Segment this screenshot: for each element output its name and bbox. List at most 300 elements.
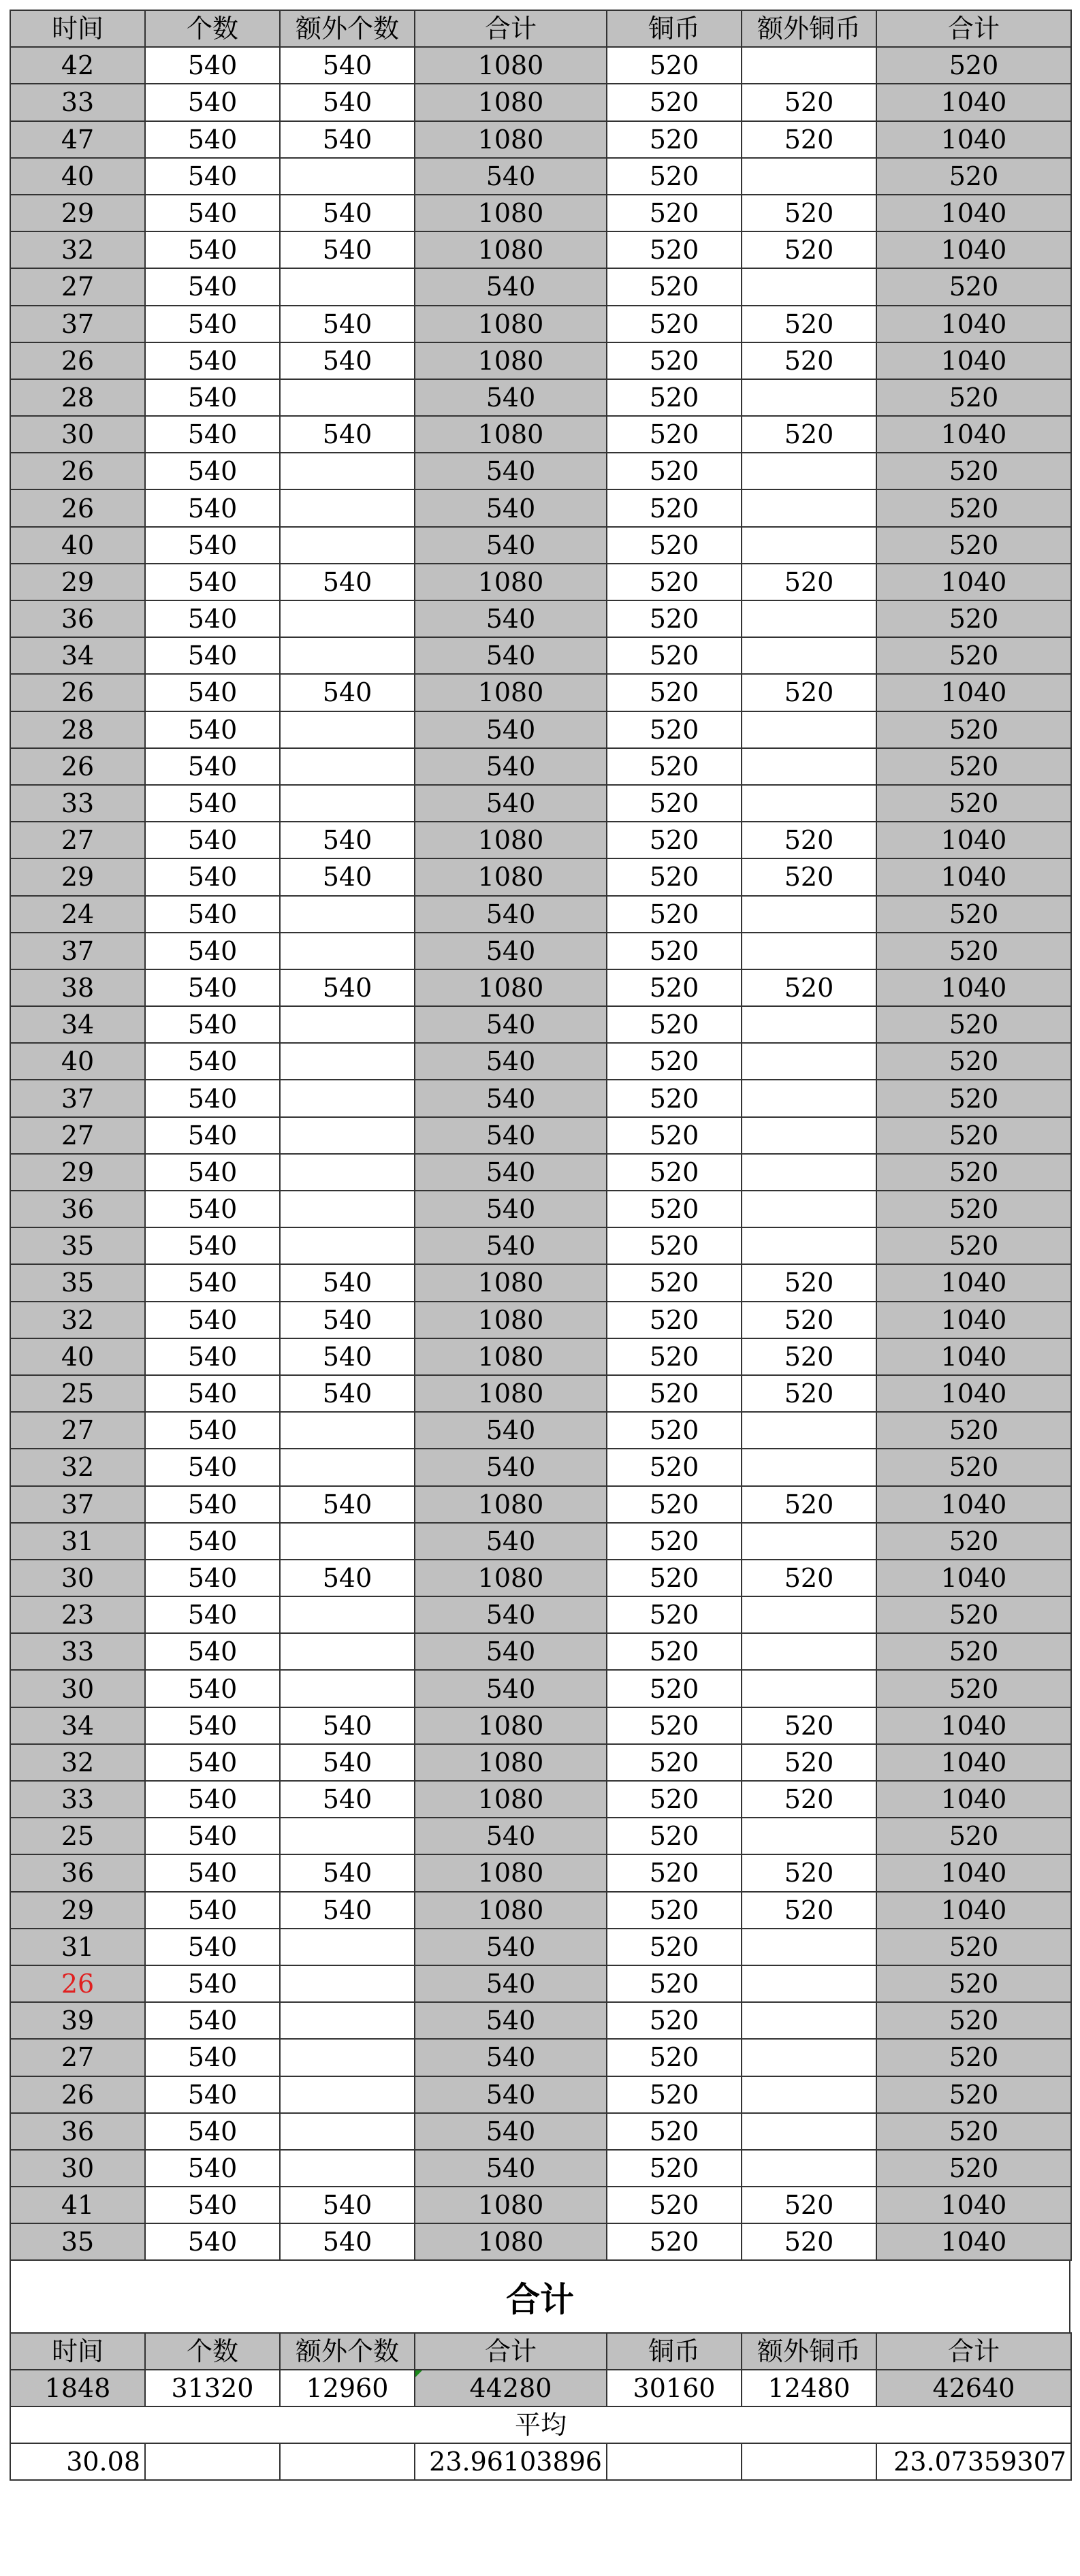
count-total-cell[interactable]: 540 — [415, 379, 607, 416]
coins-cell[interactable]: 520 — [607, 1486, 742, 1523]
count-total-cell[interactable]: 540 — [415, 527, 607, 564]
extra-coins-cell[interactable] — [742, 1670, 876, 1707]
count-cell[interactable]: 540 — [145, 2113, 280, 2150]
extra-coins-cell[interactable] — [742, 47, 876, 84]
count-cell[interactable]: 540 — [145, 2039, 280, 2076]
extra-count-cell[interactable]: 540 — [280, 1707, 415, 1744]
coins-cell[interactable]: 520 — [607, 2187, 742, 2223]
header-count[interactable]: 个数 — [145, 10, 280, 47]
count-total-cell[interactable]: 540 — [415, 1449, 607, 1485]
coins-total-cell[interactable]: 1040 — [876, 1302, 1071, 1338]
time-cell[interactable]: 29 — [10, 1892, 145, 1929]
time-cell[interactable]: 32 — [10, 1744, 145, 1781]
total-extra-count[interactable]: 12960 — [280, 2370, 415, 2406]
extra-coins-cell[interactable] — [742, 711, 876, 748]
count-cell[interactable]: 540 — [145, 195, 280, 231]
coins-total-cell[interactable]: 520 — [876, 1191, 1071, 1227]
count-cell[interactable]: 540 — [145, 1227, 280, 1264]
coins-cell[interactable]: 520 — [607, 969, 742, 1006]
coins-total-cell[interactable]: 1040 — [876, 822, 1071, 858]
extra-coins-cell[interactable]: 520 — [742, 1892, 876, 1929]
time-cell[interactable]: 26 — [10, 342, 145, 379]
time-cell[interactable]: 47 — [10, 121, 145, 158]
extra-coins-cell[interactable]: 520 — [742, 84, 876, 120]
extra-count-cell[interactable]: 540 — [280, 1264, 415, 1301]
time-cell[interactable]: 27 — [10, 822, 145, 858]
count-cell[interactable]: 540 — [145, 1818, 280, 1854]
extra-count-cell[interactable]: 540 — [280, 674, 415, 711]
count-total-cell[interactable]: 540 — [415, 1080, 607, 1116]
count-total-cell[interactable]: 1080 — [415, 1781, 607, 1818]
extra-coins-cell[interactable] — [742, 748, 876, 785]
extra-count-cell[interactable] — [280, 1449, 415, 1485]
coins-total-cell[interactable]: 1040 — [876, 121, 1071, 158]
count-cell[interactable]: 540 — [145, 158, 280, 195]
count-cell[interactable]: 540 — [145, 1154, 280, 1191]
count-total-cell[interactable]: 540 — [415, 1818, 607, 1854]
extra-coins-cell[interactable] — [742, 1449, 876, 1485]
extra-coins-cell[interactable] — [742, 933, 876, 969]
extra-coins-cell[interactable] — [742, 2039, 876, 2076]
coins-total-cell[interactable]: 520 — [876, 2150, 1071, 2187]
coins-cell[interactable]: 520 — [607, 2113, 742, 2150]
extra-count-cell[interactable] — [280, 379, 415, 416]
time-cell[interactable]: 27 — [10, 1412, 145, 1449]
extra-count-cell[interactable]: 540 — [280, 1560, 415, 1596]
coins-cell[interactable]: 520 — [607, 268, 742, 305]
coins-total-cell[interactable]: 520 — [876, 379, 1071, 416]
count-cell[interactable]: 540 — [145, 1412, 280, 1449]
coins-total-cell[interactable]: 1040 — [876, 1781, 1071, 1818]
time-cell[interactable]: 42 — [10, 47, 145, 84]
extra-count-cell[interactable] — [280, 933, 415, 969]
coins-total-cell[interactable]: 520 — [876, 489, 1071, 526]
extra-count-cell[interactable] — [280, 1670, 415, 1707]
count-cell[interactable]: 540 — [145, 637, 280, 674]
coins-cell[interactable]: 520 — [607, 1264, 742, 1301]
extra-count-cell[interactable]: 540 — [280, 1744, 415, 1781]
coins-total-cell[interactable]: 520 — [876, 785, 1071, 822]
coins-total-cell[interactable]: 520 — [876, 1965, 1071, 2002]
count-total-cell[interactable]: 540 — [415, 2002, 607, 2039]
extra-coins-cell[interactable] — [742, 453, 876, 489]
extra-coins-cell[interactable] — [742, 1080, 876, 1116]
coins-cell[interactable]: 520 — [607, 47, 742, 84]
count-total-cell[interactable]: 540 — [415, 711, 607, 748]
extra-count-cell[interactable] — [280, 1154, 415, 1191]
coins-total-cell[interactable]: 520 — [876, 2113, 1071, 2150]
count-cell[interactable]: 540 — [145, 1929, 280, 1965]
average-extra-count[interactable] — [280, 2443, 415, 2480]
header-extra-count[interactable]: 额外个数 — [280, 10, 415, 47]
coins-total-cell[interactable]: 520 — [876, 1080, 1071, 1116]
count-total-cell[interactable]: 540 — [415, 2150, 607, 2187]
count-total-cell[interactable]: 540 — [415, 600, 607, 637]
coins-cell[interactable]: 520 — [607, 2223, 742, 2260]
extra-count-cell[interactable] — [280, 527, 415, 564]
summary-header-time[interactable]: 时间 — [10, 2333, 145, 2370]
time-cell[interactable]: 36 — [10, 1854, 145, 1891]
coins-total-cell[interactable]: 1040 — [876, 231, 1071, 268]
extra-coins-cell[interactable] — [742, 637, 876, 674]
count-cell[interactable]: 540 — [145, 2223, 280, 2260]
count-total-cell[interactable]: 1080 — [415, 822, 607, 858]
extra-count-cell[interactable] — [280, 896, 415, 933]
count-cell[interactable]: 540 — [145, 1854, 280, 1891]
coins-cell[interactable]: 520 — [607, 711, 742, 748]
coins-total-cell[interactable]: 520 — [876, 1154, 1071, 1191]
extra-coins-cell[interactable] — [742, 1523, 876, 1560]
extra-count-cell[interactable] — [280, 637, 415, 674]
count-total-cell[interactable]: 540 — [415, 1670, 607, 1707]
count-total-cell[interactable]: 1080 — [415, 416, 607, 453]
extra-count-cell[interactable] — [280, 2039, 415, 2076]
header-coins-total[interactable]: 合计 — [876, 10, 1071, 47]
coins-cell[interactable]: 520 — [607, 1227, 742, 1264]
count-total-cell[interactable]: 540 — [415, 748, 607, 785]
time-cell[interactable]: 33 — [10, 1633, 145, 1670]
count-total-cell[interactable]: 540 — [415, 1227, 607, 1264]
extra-coins-cell[interactable]: 520 — [742, 2223, 876, 2260]
coins-cell[interactable]: 520 — [607, 1117, 742, 1154]
summary-header-count-total[interactable]: 合计 — [415, 2333, 607, 2370]
time-cell[interactable]: 33 — [10, 84, 145, 120]
extra-count-cell[interactable] — [280, 1596, 415, 1633]
time-cell[interactable]: 40 — [10, 1338, 145, 1375]
count-total-cell[interactable]: 1080 — [415, 858, 607, 895]
time-cell[interactable]: 32 — [10, 1449, 145, 1485]
header-time[interactable]: 时间 — [10, 10, 145, 47]
count-total-cell[interactable]: 540 — [415, 1154, 607, 1191]
extra-coins-cell[interactable] — [742, 1965, 876, 2002]
time-cell[interactable]: 34 — [10, 1006, 145, 1043]
count-cell[interactable]: 540 — [145, 1560, 280, 1596]
summary-header-count[interactable]: 个数 — [145, 2333, 280, 2370]
extra-coins-cell[interactable]: 520 — [742, 1854, 876, 1891]
extra-coins-cell[interactable] — [742, 2002, 876, 2039]
count-total-cell[interactable]: 540 — [415, 1043, 607, 1080]
time-cell[interactable]: 26 — [10, 453, 145, 489]
coins-cell[interactable]: 520 — [607, 1523, 742, 1560]
count-total-cell[interactable]: 1080 — [415, 231, 607, 268]
time-cell[interactable]: 27 — [10, 2039, 145, 2076]
time-cell[interactable]: 29 — [10, 195, 145, 231]
count-cell[interactable]: 540 — [145, 121, 280, 158]
extra-coins-cell[interactable]: 520 — [742, 1781, 876, 1818]
coins-cell[interactable]: 520 — [607, 674, 742, 711]
count-cell[interactable]: 540 — [145, 1781, 280, 1818]
extra-count-cell[interactable] — [280, 1043, 415, 1080]
time-cell[interactable]: 34 — [10, 637, 145, 674]
extra-count-cell[interactable] — [280, 748, 415, 785]
extra-count-cell[interactable]: 540 — [280, 121, 415, 158]
coins-cell[interactable]: 520 — [607, 1670, 742, 1707]
extra-coins-cell[interactable]: 520 — [742, 1302, 876, 1338]
extra-coins-cell[interactable] — [742, 785, 876, 822]
extra-count-cell[interactable] — [280, 1412, 415, 1449]
coins-total-cell[interactable]: 520 — [876, 453, 1071, 489]
count-cell[interactable]: 540 — [145, 1043, 280, 1080]
extra-count-cell[interactable] — [280, 1965, 415, 2002]
extra-coins-cell[interactable] — [742, 1596, 876, 1633]
time-cell[interactable]: 30 — [10, 2150, 145, 2187]
extra-count-cell[interactable] — [280, 268, 415, 305]
coins-cell[interactable]: 520 — [607, 1854, 742, 1891]
time-cell[interactable]: 40 — [10, 158, 145, 195]
count-total-cell[interactable]: 1080 — [415, 1338, 607, 1375]
coins-cell[interactable]: 520 — [607, 1707, 742, 1744]
count-cell[interactable]: 540 — [145, 489, 280, 526]
count-cell[interactable]: 540 — [145, 1264, 280, 1301]
count-total-cell[interactable]: 1080 — [415, 306, 607, 342]
coins-cell[interactable]: 520 — [607, 1080, 742, 1116]
header-extra-coins[interactable]: 额外铜币 — [742, 10, 876, 47]
average-extra-coins[interactable] — [742, 2443, 876, 2480]
summary-title-cell[interactable] — [10, 2261, 1070, 2332]
coins-total-cell[interactable]: 1040 — [876, 2187, 1071, 2223]
extra-count-cell[interactable] — [280, 1523, 415, 1560]
count-cell[interactable]: 540 — [145, 1449, 280, 1485]
coins-cell[interactable]: 520 — [607, 933, 742, 969]
time-cell[interactable]: 27 — [10, 268, 145, 305]
count-cell[interactable]: 540 — [145, 2187, 280, 2223]
count-cell[interactable]: 540 — [145, 822, 280, 858]
extra-coins-cell[interactable]: 520 — [742, 306, 876, 342]
time-cell[interactable]: 26 — [10, 748, 145, 785]
count-total-cell[interactable]: 540 — [415, 1412, 607, 1449]
coins-cell[interactable]: 520 — [607, 231, 742, 268]
time-cell[interactable]: 35 — [10, 1264, 145, 1301]
extra-coins-cell[interactable] — [742, 2113, 876, 2150]
extra-count-cell[interactable]: 540 — [280, 564, 415, 600]
coins-total-cell[interactable]: 520 — [876, 1633, 1071, 1670]
count-cell[interactable]: 540 — [145, 2150, 280, 2187]
time-cell[interactable]: 30 — [10, 416, 145, 453]
coins-total-cell[interactable]: 1040 — [876, 342, 1071, 379]
coins-total-cell[interactable]: 1040 — [876, 195, 1071, 231]
coins-cell[interactable]: 520 — [607, 1892, 742, 1929]
count-cell[interactable]: 540 — [145, 858, 280, 895]
coins-total-cell[interactable]: 520 — [876, 711, 1071, 748]
extra-count-cell[interactable]: 540 — [280, 306, 415, 342]
coins-cell[interactable]: 520 — [607, 527, 742, 564]
count-total-cell[interactable]: 540 — [415, 1633, 607, 1670]
time-cell[interactable]: 36 — [10, 600, 145, 637]
count-cell[interactable]: 540 — [145, 342, 280, 379]
time-cell[interactable]: 24 — [10, 896, 145, 933]
extra-coins-cell[interactable] — [742, 600, 876, 637]
extra-coins-cell[interactable]: 520 — [742, 564, 876, 600]
time-cell[interactable]: 41 — [10, 2187, 145, 2223]
average-count-total[interactable]: 23.96103896 — [415, 2443, 607, 2480]
coins-cell[interactable]: 520 — [607, 1744, 742, 1781]
count-cell[interactable]: 540 — [145, 1523, 280, 1560]
count-total-cell[interactable]: 1080 — [415, 2223, 607, 2260]
coins-cell[interactable]: 520 — [607, 1043, 742, 1080]
count-cell[interactable]: 540 — [145, 969, 280, 1006]
total-coins[interactable]: 30160 — [607, 2370, 742, 2406]
extra-coins-cell[interactable]: 520 — [742, 1264, 876, 1301]
time-cell[interactable]: 37 — [10, 1486, 145, 1523]
coins-cell[interactable]: 520 — [607, 564, 742, 600]
coins-cell[interactable]: 520 — [607, 121, 742, 158]
count-cell[interactable]: 540 — [145, 564, 280, 600]
time-cell[interactable]: 23 — [10, 1596, 145, 1633]
coins-cell[interactable]: 520 — [607, 1633, 742, 1670]
coins-total-cell[interactable]: 520 — [876, 600, 1071, 637]
coins-cell[interactable]: 520 — [607, 1929, 742, 1965]
extra-count-cell[interactable] — [280, 2150, 415, 2187]
count-cell[interactable]: 540 — [145, 1006, 280, 1043]
extra-count-cell[interactable] — [280, 2113, 415, 2150]
extra-count-cell[interactable]: 540 — [280, 231, 415, 268]
coins-cell[interactable]: 520 — [607, 379, 742, 416]
time-cell[interactable]: 27 — [10, 1117, 145, 1154]
summary-header-extra-count[interactable]: 额外个数 — [280, 2333, 415, 2370]
coins-cell[interactable]: 520 — [607, 748, 742, 785]
extra-count-cell[interactable] — [280, 1227, 415, 1264]
extra-count-cell[interactable]: 540 — [280, 342, 415, 379]
coins-total-cell[interactable]: 1040 — [876, 564, 1071, 600]
coins-total-cell[interactable]: 1040 — [876, 306, 1071, 342]
coins-total-cell[interactable]: 520 — [876, 158, 1071, 195]
count-total-cell[interactable]: 540 — [415, 1523, 607, 1560]
count-total-cell[interactable]: 1080 — [415, 1560, 607, 1596]
extra-coins-cell[interactable]: 520 — [742, 121, 876, 158]
count-total-cell[interactable]: 1080 — [415, 2187, 607, 2223]
count-total-cell[interactable]: 1080 — [415, 1375, 607, 1412]
extra-count-cell[interactable] — [280, 489, 415, 526]
count-cell[interactable]: 540 — [145, 1302, 280, 1338]
count-cell[interactable]: 540 — [145, 84, 280, 120]
count-total-cell[interactable]: 1080 — [415, 1264, 607, 1301]
extra-count-cell[interactable] — [280, 1006, 415, 1043]
extra-coins-cell[interactable]: 520 — [742, 1486, 876, 1523]
count-cell[interactable]: 540 — [145, 1633, 280, 1670]
extra-coins-cell[interactable]: 520 — [742, 416, 876, 453]
extra-count-cell[interactable] — [280, 1929, 415, 1965]
time-cell[interactable]: 30 — [10, 1560, 145, 1596]
coins-total-cell[interactable]: 520 — [876, 2076, 1071, 2113]
coins-total-cell[interactable]: 520 — [876, 748, 1071, 785]
time-cell[interactable]: 26 — [10, 674, 145, 711]
coins-total-cell[interactable]: 520 — [876, 1670, 1071, 1707]
coins-total-cell[interactable]: 1040 — [876, 1338, 1071, 1375]
coins-cell[interactable]: 520 — [607, 1006, 742, 1043]
count-cell[interactable]: 540 — [145, 306, 280, 342]
time-cell[interactable]: 28 — [10, 379, 145, 416]
extra-coins-cell[interactable]: 520 — [742, 1707, 876, 1744]
count-total-cell[interactable]: 1080 — [415, 1707, 607, 1744]
time-cell[interactable]: 32 — [10, 1302, 145, 1338]
count-total-cell[interactable]: 540 — [415, 1929, 607, 1965]
count-cell[interactable]: 540 — [145, 1744, 280, 1781]
count-total-cell[interactable]: 1080 — [415, 1744, 607, 1781]
extra-count-cell[interactable]: 540 — [280, 1302, 415, 1338]
header-count-total[interactable]: 合计 — [415, 10, 607, 47]
extra-coins-cell[interactable] — [742, 1043, 876, 1080]
extra-coins-cell[interactable] — [742, 2076, 876, 2113]
average-label[interactable]: 平均 — [10, 2406, 1071, 2443]
extra-count-cell[interactable]: 540 — [280, 84, 415, 120]
extra-count-cell[interactable] — [280, 1818, 415, 1854]
coins-total-cell[interactable]: 1040 — [876, 1375, 1071, 1412]
extra-coins-cell[interactable]: 520 — [742, 195, 876, 231]
count-cell[interactable]: 540 — [145, 379, 280, 416]
coins-cell[interactable]: 520 — [607, 1818, 742, 1854]
extra-count-cell[interactable] — [280, 2076, 415, 2113]
coins-total-cell[interactable]: 520 — [876, 47, 1071, 84]
coins-total-cell[interactable]: 520 — [876, 1929, 1071, 1965]
coins-total-cell[interactable]: 520 — [876, 1818, 1071, 1854]
coins-cell[interactable]: 520 — [607, 342, 742, 379]
count-cell[interactable]: 540 — [145, 711, 280, 748]
coins-cell[interactable]: 520 — [607, 195, 742, 231]
count-cell[interactable]: 540 — [145, 2076, 280, 2113]
time-cell[interactable]: 25 — [10, 1818, 145, 1854]
coins-total-cell[interactable]: 1040 — [876, 1560, 1071, 1596]
count-total-cell[interactable]: 540 — [415, 1117, 607, 1154]
count-total-cell[interactable]: 540 — [415, 896, 607, 933]
coins-total-cell[interactable]: 520 — [876, 1227, 1071, 1264]
time-cell[interactable]: 34 — [10, 1707, 145, 1744]
count-total-cell[interactable]: 1080 — [415, 342, 607, 379]
time-cell[interactable]: 33 — [10, 785, 145, 822]
coins-total-cell[interactable]: 1040 — [876, 1264, 1071, 1301]
count-total-cell[interactable]: 1080 — [415, 969, 607, 1006]
count-cell[interactable]: 540 — [145, 600, 280, 637]
extra-count-cell[interactable]: 540 — [280, 416, 415, 453]
count-cell[interactable]: 540 — [145, 1080, 280, 1116]
count-cell[interactable]: 540 — [145, 1191, 280, 1227]
time-cell[interactable]: 26 — [10, 2076, 145, 2113]
extra-coins-cell[interactable]: 520 — [742, 969, 876, 1006]
count-total-cell[interactable]: 540 — [415, 1006, 607, 1043]
count-cell[interactable]: 540 — [145, 527, 280, 564]
count-total-cell[interactable]: 540 — [415, 268, 607, 305]
extra-count-cell[interactable]: 540 — [280, 195, 415, 231]
coins-cell[interactable]: 520 — [607, 2150, 742, 2187]
count-cell[interactable]: 540 — [145, 2002, 280, 2039]
time-cell[interactable]: 30 — [10, 1670, 145, 1707]
time-cell[interactable]: 37 — [10, 306, 145, 342]
total-coins-total[interactable]: 42640 — [876, 2370, 1071, 2406]
coins-total-cell[interactable]: 1040 — [876, 969, 1071, 1006]
extra-coins-cell[interactable]: 520 — [742, 1338, 876, 1375]
coins-total-cell[interactable]: 1040 — [876, 858, 1071, 895]
coins-cell[interactable]: 520 — [607, 858, 742, 895]
coins-cell[interactable]: 520 — [607, 1338, 742, 1375]
coins-cell[interactable]: 520 — [607, 2076, 742, 2113]
coins-total-cell[interactable]: 520 — [876, 1412, 1071, 1449]
extra-coins-cell[interactable] — [742, 1818, 876, 1854]
coins-total-cell[interactable]: 520 — [876, 896, 1071, 933]
coins-total-cell[interactable]: 520 — [876, 1449, 1071, 1485]
time-cell[interactable]: 31 — [10, 1929, 145, 1965]
coins-cell[interactable]: 520 — [607, 1781, 742, 1818]
total-time[interactable]: 1848 — [10, 2370, 145, 2406]
extra-coins-cell[interactable]: 520 — [742, 1375, 876, 1412]
count-total-cell[interactable]: 540 — [415, 1191, 607, 1227]
count-total-cell[interactable]: 1080 — [415, 1302, 607, 1338]
extra-coins-cell[interactable]: 520 — [742, 822, 876, 858]
count-cell[interactable]: 540 — [145, 231, 280, 268]
time-cell[interactable]: 29 — [10, 564, 145, 600]
coins-cell[interactable]: 520 — [607, 1965, 742, 2002]
coins-total-cell[interactable]: 520 — [876, 637, 1071, 674]
coins-cell[interactable]: 520 — [607, 1596, 742, 1633]
coins-total-cell[interactable]: 1040 — [876, 1707, 1071, 1744]
